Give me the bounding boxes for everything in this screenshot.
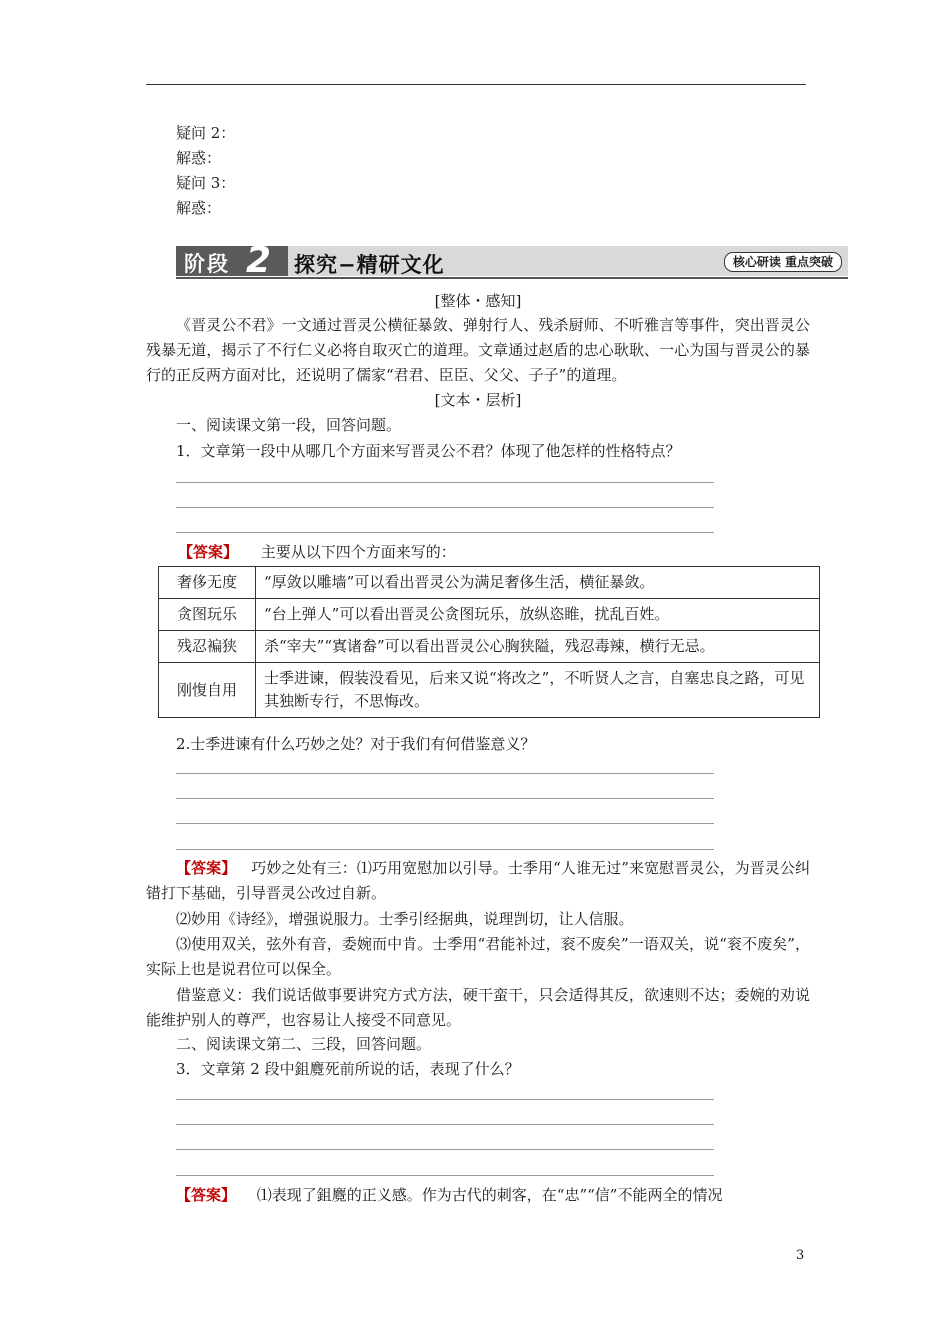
banner-stage-number: 2 <box>246 240 272 281</box>
table-cell-aspect: 贪图玩乐 <box>159 599 256 631</box>
page-number: 3 <box>796 1248 805 1263</box>
answer-label: 【答案】 <box>176 859 237 877</box>
table-row <box>159 631 820 663</box>
answer-table <box>158 566 820 718</box>
header-rule <box>146 84 806 85</box>
table-cell-detail: 士季进谏，假装没看见，后来又说“将改之”，不听贤人之言，自塞忠良之路，可见其独断专行，不思悔改。 <box>256 663 820 718</box>
table-row <box>159 599 820 631</box>
table-cell-aspect: 刚愎自用 <box>159 663 256 718</box>
table-cell-detail: “台上弹人”可以看出晋灵公贪图玩乐，放纵恣睢，扰乱百姓。 <box>256 599 820 631</box>
banner-stage-block <box>176 240 288 281</box>
answer-blank-line <box>176 823 714 824</box>
banner-title: 探究−精研文化 <box>294 252 445 277</box>
answer-2-paragraph-2: ⑵妙用《诗经》，增强说服力。士季引经据典，说理剀切，让人信服。 <box>176 910 634 928</box>
answer-3-paragraph-1 <box>146 1183 810 1208</box>
answer-blank-line <box>176 849 714 850</box>
question-2-label: 疑问 2： <box>176 124 236 142</box>
answer-2-paragraph-1 <box>146 856 810 906</box>
answer-2-paragraph-4: 借鉴意义：我们说话做事要讲究方式方法，硬干蛮干，只会适得其反，欲速则不达；委婉的劝说能维护别人的尊严，也容易让人接受不同意见。 <box>146 986 810 1029</box>
overview-heading: [整体・感知] <box>434 292 522 310</box>
answer-blank-line <box>176 1149 714 1150</box>
answer-blank-line <box>176 482 714 483</box>
question-3-label: 疑问 3： <box>176 174 236 192</box>
answer-blank-line <box>176 532 714 533</box>
banner-stage-label: 阶段 <box>184 251 230 276</box>
overview-paragraph: 《晋灵公不君》一文通过晋灵公横征暴敛、弹射行人、残杀厨师、不听雅言等事件，突出晋灵公残暴无道，揭示了不行仁义必将自取灭亡的道理。文章通过赵盾的忠心耿耿、一心为国与晋灵公的暴行的正反两方面对比，还说明了儒家“君君、臣臣、父父、子子”的道理。 <box>146 316 810 384</box>
answer-3-text-1: ⑴表现了鉏麑的正义感。作为古代的刺客，在“忠”“信”不能两全的情况 <box>256 1186 723 1204</box>
answer-label: 【答案】 <box>178 543 239 561</box>
answer-1 <box>178 541 456 563</box>
answer-label: 【答案】 <box>176 1186 237 1204</box>
question-3: 3．文章第 2 段中鉏麑死前所说的话，表现了什么？ <box>176 1060 520 1078</box>
question-1: 1．文章第一段中从哪几个方面来写晋灵公不君？体现了他怎样的性格特点？ <box>176 442 681 460</box>
part-2-heading: 二、阅读课文第二、三段，回答问题。 <box>176 1035 432 1053</box>
table-row <box>159 567 820 599</box>
section-banner <box>176 240 848 281</box>
table-cell-detail: “厚敛以雕墙”可以看出晋灵公为满足奢侈生活，横征暴敛。 <box>256 567 820 599</box>
banner-tag: 核心研读 重点突破 <box>724 252 842 272</box>
answer-blank-line <box>176 1124 714 1125</box>
answer-2-text-1: 巧妙之处有三：⑴巧用宽慰加以引导。士季用“人谁无过”来宽慰晋灵公，为晋灵公纠错打下基础，引导晋灵公改过自新。 <box>146 859 810 902</box>
analysis-heading: [文本・层析] <box>434 391 522 409</box>
table-cell-aspect: 奢侈无度 <box>159 567 256 599</box>
answer-3-label: 解惑： <box>176 199 222 217</box>
table-row <box>159 663 820 718</box>
answer-blank-line <box>176 1175 714 1176</box>
table-cell-detail: 杀“宰夫”“寘诸畚”可以看出晋灵公心胸狭隘，残忍毒辣，横行无忌。 <box>256 631 820 663</box>
banner-underline <box>176 277 848 279</box>
answer-blank-line <box>176 773 714 774</box>
question-2: 2.士季进谏有什么巧妙之处？对于我们有何借鉴意义？ <box>176 735 536 753</box>
table-cell-aspect: 残忍褊狭 <box>159 631 256 663</box>
answer-2-label: 解惑： <box>176 149 222 167</box>
answer-1-intro: 主要从以下四个方面来写的： <box>260 543 456 561</box>
answer-blank-line <box>176 1099 714 1100</box>
part-1-heading: 一、阅读课文第一段，回答问题。 <box>176 416 402 434</box>
answer-blank-line <box>176 507 714 508</box>
answer-2-paragraph-3: ⑶使用双关，弦外有音，委婉而中肯。士季用“君能补过，衮不废矣”一语双关，说“衮不废矣”，实际上也是说君位可以保全。 <box>146 935 810 978</box>
answer-blank-line <box>176 798 714 799</box>
